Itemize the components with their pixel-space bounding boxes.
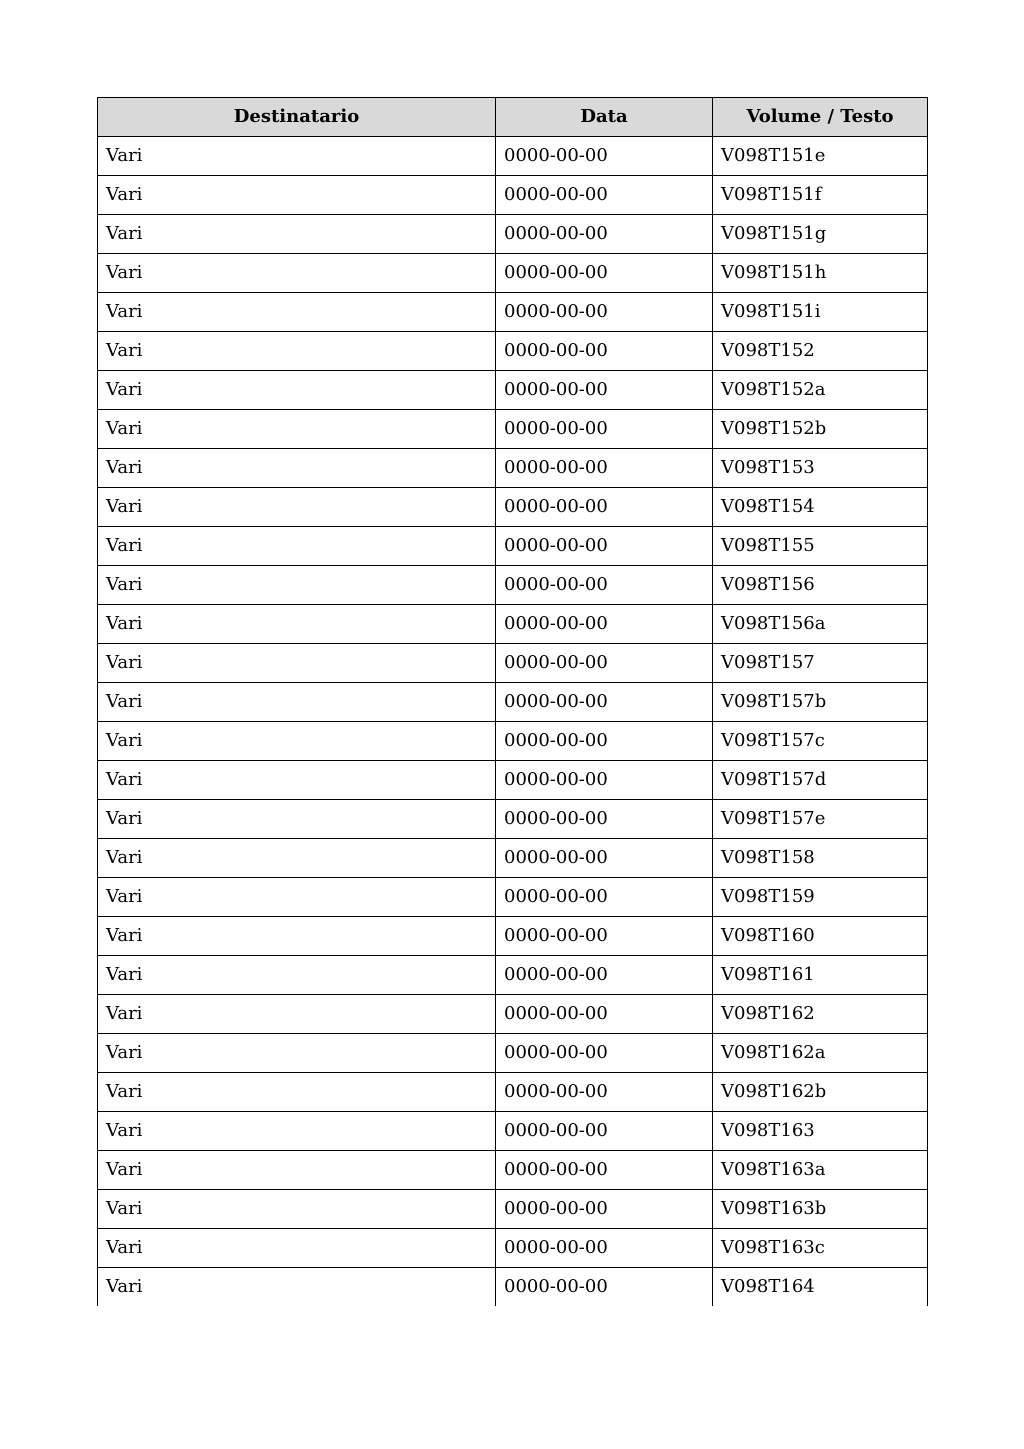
cell-data: 0000-00-00: [496, 1151, 713, 1190]
cell-data: 0000-00-00: [496, 371, 713, 410]
table-row: [98, 449, 928, 488]
cell-volume-testo: V098T163: [713, 1112, 928, 1151]
cell-destinatario: Vari: [98, 332, 496, 371]
table-row: [98, 995, 928, 1034]
table-row: [98, 761, 928, 800]
cell-volume-testo: V098T163c: [713, 1229, 928, 1268]
table-header: [98, 98, 928, 137]
cell-volume-testo: V098T154: [713, 488, 928, 527]
cell-data: 0000-00-00: [496, 254, 713, 293]
cell-destinatario: Vari: [98, 956, 496, 995]
cell-destinatario: Vari: [98, 1268, 496, 1307]
cell-volume-testo: V098T162a: [713, 1034, 928, 1073]
cell-data: 0000-00-00: [496, 449, 713, 488]
cell-volume-testo: V098T162b: [713, 1073, 928, 1112]
cell-destinatario: Vari: [98, 254, 496, 293]
records-table: [97, 97, 928, 1306]
cell-volume-testo: V098T163a: [713, 1151, 928, 1190]
cell-volume-testo: V098T163b: [713, 1190, 928, 1229]
cell-volume-testo: V098T159: [713, 878, 928, 917]
table-row: [98, 566, 928, 605]
cell-destinatario: Vari: [98, 800, 496, 839]
cell-volume-testo: V098T157: [713, 644, 928, 683]
cell-volume-testo: V098T164: [713, 1268, 928, 1307]
cell-volume-testo: V098T157c: [713, 722, 928, 761]
cell-volume-testo: V098T151h: [713, 254, 928, 293]
cell-data: 0000-00-00: [496, 488, 713, 527]
table-row: [98, 1229, 928, 1268]
table-body: [98, 137, 928, 1307]
cell-data: 0000-00-00: [496, 917, 713, 956]
cell-volume-testo: V098T158: [713, 839, 928, 878]
cell-data: 0000-00-00: [496, 605, 713, 644]
table-row: [98, 215, 928, 254]
cell-data: 0000-00-00: [496, 956, 713, 995]
cell-data: 0000-00-00: [496, 1034, 713, 1073]
cell-destinatario: Vari: [98, 722, 496, 761]
cell-volume-testo: V098T157d: [713, 761, 928, 800]
table-row: [98, 1190, 928, 1229]
cell-destinatario: Vari: [98, 1151, 496, 1190]
cell-volume-testo: V098T151i: [713, 293, 928, 332]
cell-volume-testo: V098T151e: [713, 137, 928, 176]
table-row: [98, 839, 928, 878]
cell-data: 0000-00-00: [496, 800, 713, 839]
cell-destinatario: Vari: [98, 761, 496, 800]
cell-data: 0000-00-00: [496, 878, 713, 917]
table-row: [98, 878, 928, 917]
cell-volume-testo: V098T153: [713, 449, 928, 488]
table-row: [98, 254, 928, 293]
cell-destinatario: Vari: [98, 605, 496, 644]
cell-destinatario: Vari: [98, 527, 496, 566]
table-row: [98, 644, 928, 683]
cell-data: 0000-00-00: [496, 1073, 713, 1112]
cell-data: 0000-00-00: [496, 137, 713, 176]
cell-destinatario: Vari: [98, 995, 496, 1034]
cell-volume-testo: V098T162: [713, 995, 928, 1034]
table-row: [98, 410, 928, 449]
cell-volume-testo: V098T160: [713, 917, 928, 956]
header-destinatario: Destinatario: [98, 98, 496, 137]
header-row: [98, 98, 928, 137]
table-row: [98, 917, 928, 956]
table-row: [98, 332, 928, 371]
cell-destinatario: Vari: [98, 878, 496, 917]
cell-data: 0000-00-00: [496, 293, 713, 332]
table-row: [98, 800, 928, 839]
cell-destinatario: Vari: [98, 917, 496, 956]
cell-destinatario: Vari: [98, 1034, 496, 1073]
table-row: [98, 683, 928, 722]
table-row: [98, 1151, 928, 1190]
cell-volume-testo: V098T156: [713, 566, 928, 605]
cell-volume-testo: V098T152: [713, 332, 928, 371]
cell-destinatario: Vari: [98, 488, 496, 527]
table-row: [98, 137, 928, 176]
cell-data: 0000-00-00: [496, 1229, 713, 1268]
cell-volume-testo: V098T157e: [713, 800, 928, 839]
cell-destinatario: Vari: [98, 137, 496, 176]
cell-destinatario: Vari: [98, 1229, 496, 1268]
cell-volume-testo: V098T152a: [713, 371, 928, 410]
cell-data: 0000-00-00: [496, 332, 713, 371]
cell-destinatario: Vari: [98, 293, 496, 332]
cell-volume-testo: V098T157b: [713, 683, 928, 722]
cell-data: 0000-00-00: [496, 683, 713, 722]
table-row: [98, 1112, 928, 1151]
cell-destinatario: Vari: [98, 371, 496, 410]
cell-destinatario: Vari: [98, 683, 496, 722]
table-row: [98, 371, 928, 410]
cell-destinatario: Vari: [98, 644, 496, 683]
cell-destinatario: Vari: [98, 449, 496, 488]
cell-destinatario: Vari: [98, 1073, 496, 1112]
table-row: [98, 1034, 928, 1073]
cell-volume-testo: V098T152b: [713, 410, 928, 449]
table-row: [98, 1073, 928, 1112]
cell-volume-testo: V098T155: [713, 527, 928, 566]
cell-destinatario: Vari: [98, 410, 496, 449]
cell-data: 0000-00-00: [496, 1190, 713, 1229]
table-row: [98, 527, 928, 566]
table-row: [98, 293, 928, 332]
table-row: [98, 605, 928, 644]
cell-data: 0000-00-00: [496, 410, 713, 449]
cell-data: 0000-00-00: [496, 839, 713, 878]
cell-volume-testo: V098T151f: [713, 176, 928, 215]
cell-data: 0000-00-00: [496, 215, 713, 254]
cell-data: 0000-00-00: [496, 176, 713, 215]
cell-data: 0000-00-00: [496, 566, 713, 605]
cell-destinatario: Vari: [98, 839, 496, 878]
table-row: [98, 956, 928, 995]
cell-volume-testo: V098T161: [713, 956, 928, 995]
cell-data: 0000-00-00: [496, 644, 713, 683]
cell-destinatario: Vari: [98, 1190, 496, 1229]
cell-data: 0000-00-00: [496, 1268, 713, 1307]
cell-destinatario: Vari: [98, 176, 496, 215]
header-data: Data: [496, 98, 713, 137]
table-row: [98, 488, 928, 527]
cell-data: 0000-00-00: [496, 995, 713, 1034]
cell-volume-testo: V098T156a: [713, 605, 928, 644]
cell-data: 0000-00-00: [496, 722, 713, 761]
table-row: [98, 1268, 928, 1307]
header-volume-testo: Volume / Testo: [713, 98, 928, 137]
cell-destinatario: Vari: [98, 1112, 496, 1151]
cell-data: 0000-00-00: [496, 527, 713, 566]
cell-destinatario: Vari: [98, 215, 496, 254]
cell-data: 0000-00-00: [496, 761, 713, 800]
cell-data: 0000-00-00: [496, 1112, 713, 1151]
table-row: [98, 176, 928, 215]
table-row: [98, 722, 928, 761]
cell-destinatario: Vari: [98, 566, 496, 605]
cell-volume-testo: V098T151g: [713, 215, 928, 254]
